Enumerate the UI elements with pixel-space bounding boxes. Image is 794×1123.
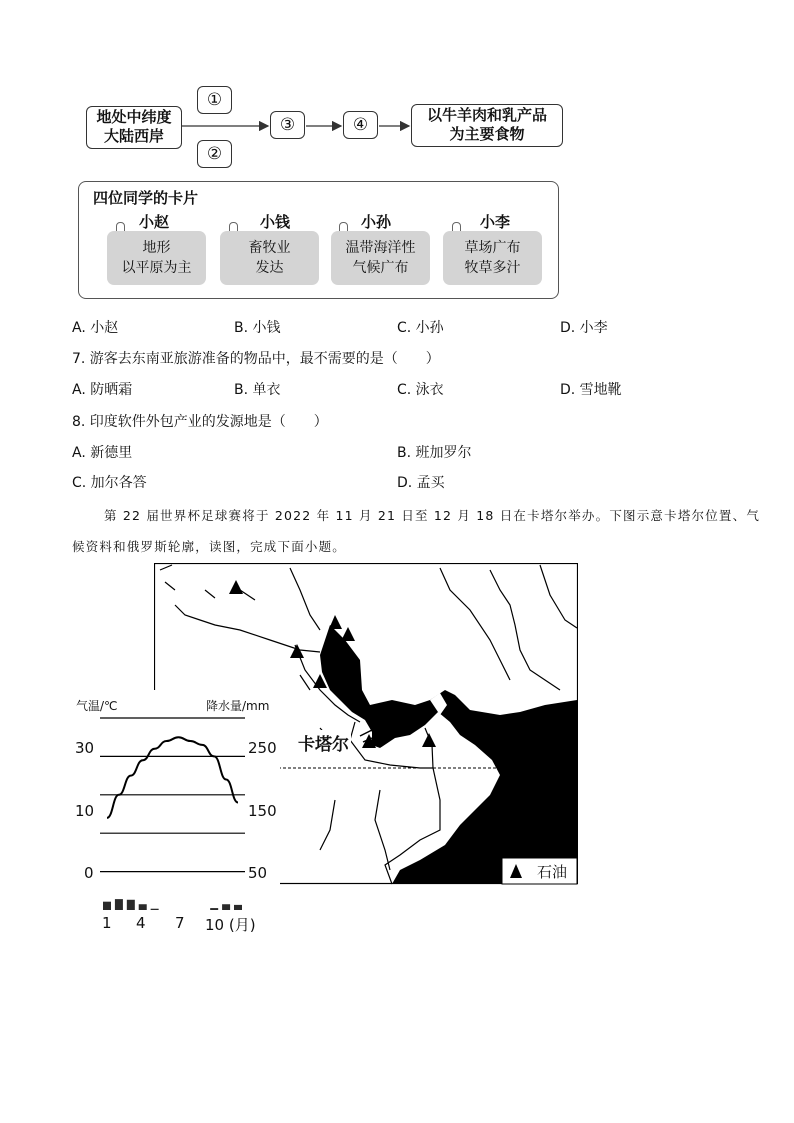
passage-line-1: 第 22 届世界杯足球赛将于 2022 年 11 月 21 日至 12 月 18 日在卡塔尔举办。下图示意卡塔尔位置、气 bbox=[104, 508, 761, 523]
flow-node-4: ④ bbox=[343, 111, 378, 139]
q8-option-c[interactable]: C. 加尔各答 bbox=[72, 475, 147, 491]
q6-option-c[interactable]: C. 小孙 bbox=[397, 320, 444, 336]
card-qian-line1: 畜牧业 bbox=[248, 240, 291, 256]
chart-left-axis-label: 气温/℃ bbox=[76, 699, 118, 713]
q8-option-a[interactable]: A. 新德里 bbox=[72, 445, 133, 461]
oil-icon bbox=[329, 615, 342, 629]
card-qian-line2: 发达 bbox=[255, 260, 284, 276]
x-tick-7: 7 bbox=[175, 914, 185, 932]
x-tick-10: 10 (月) bbox=[205, 916, 256, 934]
q6-option-b[interactable]: B. 小钱 bbox=[234, 320, 281, 336]
oil-icon bbox=[341, 627, 355, 641]
flow-start-line2: 大陆西岸 bbox=[103, 127, 164, 145]
map-legend-label: 石油 bbox=[537, 863, 568, 881]
oil-icon bbox=[422, 733, 436, 747]
cards-title: 四位同学的卡片 bbox=[93, 189, 199, 207]
card-qian bbox=[220, 231, 319, 285]
q7-option-b[interactable]: B. 单衣 bbox=[234, 382, 281, 398]
flow-node-3: ③ bbox=[270, 111, 305, 139]
card-name-li: 小李 bbox=[480, 213, 511, 231]
precipitation-bar bbox=[151, 909, 159, 910]
q8-option-b[interactable]: B. 班加罗尔 bbox=[397, 445, 472, 461]
right-tick-150: 150 bbox=[248, 802, 277, 820]
q8-option-d[interactable]: D. 孟买 bbox=[397, 475, 445, 491]
card-zhao bbox=[107, 231, 206, 285]
right-tick-50: 50 bbox=[248, 864, 268, 882]
left-tick-10: 10 bbox=[75, 802, 95, 820]
card-name-zhao: 小赵 bbox=[139, 213, 170, 231]
flow-node-1: ① bbox=[197, 86, 232, 114]
card-li-line1: 草场广布 bbox=[464, 240, 521, 256]
right-tick-250: 250 bbox=[248, 739, 277, 757]
q6-option-a[interactable]: A. 小赵 bbox=[72, 320, 119, 336]
precipitation-bar bbox=[115, 899, 123, 910]
precipitation-bar bbox=[234, 905, 242, 910]
oil-icon bbox=[229, 580, 243, 594]
flow-end-line1: 以牛羊肉和乳产品 bbox=[426, 106, 547, 124]
card-zhao-line2: 以平原为主 bbox=[121, 260, 192, 276]
card-sun-line1: 温带海洋性 bbox=[345, 240, 416, 256]
card-sun-line2: 气候广布 bbox=[352, 260, 409, 276]
chart-right-axis-label: 降水量/mm bbox=[206, 699, 270, 713]
oil-icon bbox=[290, 644, 304, 658]
passage-line-2: 候资料和俄罗斯轮廓，读图，完成下面小题。 bbox=[72, 539, 347, 554]
card-li-line2: 牧草多汁 bbox=[464, 260, 521, 276]
flow-end-line2: 为主要食物 bbox=[449, 125, 525, 143]
flow-node-2: ② bbox=[197, 140, 232, 168]
card-li bbox=[443, 231, 542, 285]
q7-option-c[interactable]: C. 泳衣 bbox=[397, 382, 444, 398]
x-tick-4: 4 bbox=[136, 914, 146, 932]
precipitation-bar bbox=[127, 900, 135, 910]
left-tick-30: 30 bbox=[75, 739, 95, 757]
card-sun bbox=[331, 231, 430, 285]
x-tick-1: 1 bbox=[102, 914, 112, 932]
q7-option-a[interactable]: A. 防晒霜 bbox=[72, 382, 133, 398]
card-name-sun: 小孙 bbox=[361, 213, 392, 231]
q6-option-d[interactable]: D. 小李 bbox=[560, 320, 608, 336]
card-zhao-line1: 地形 bbox=[142, 240, 171, 256]
left-tick-0: 0 bbox=[84, 864, 94, 882]
q8-stem: 8. 印度软件外包产业的发源地是（ ） bbox=[72, 414, 328, 430]
precipitation-bar bbox=[103, 902, 111, 910]
precipitation-bar bbox=[139, 904, 147, 910]
precipitation-bar bbox=[210, 908, 218, 910]
card-name-qian: 小钱 bbox=[260, 213, 291, 231]
map-label-qatar: 卡塔尔 bbox=[296, 730, 351, 755]
flow-start-line1: 地处中纬度 bbox=[96, 108, 172, 126]
sea-area bbox=[320, 625, 577, 884]
precipitation-bar bbox=[222, 904, 230, 910]
q7-stem: 7. 游客去东南亚旅游准备的物品中，最不需要的是（ ） bbox=[72, 351, 440, 367]
flow-arrows bbox=[0, 0, 794, 180]
q7-option-d[interactable]: D. 雪地靴 bbox=[560, 382, 622, 398]
